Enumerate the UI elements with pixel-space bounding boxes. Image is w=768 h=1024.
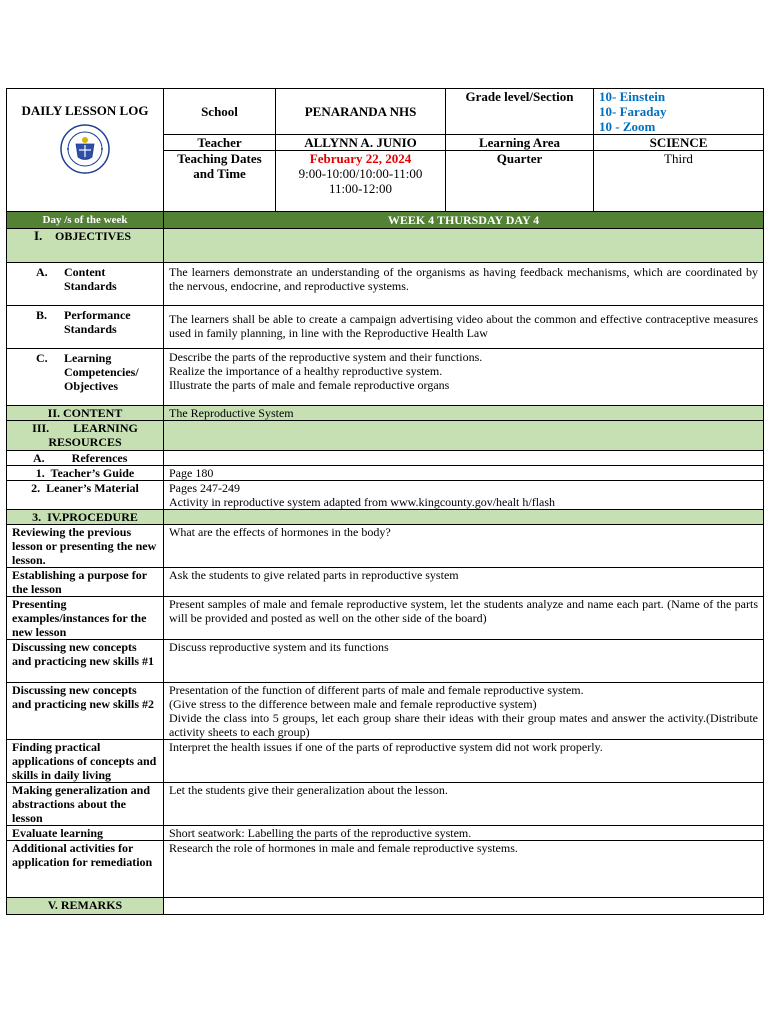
teacher-value: ALLYNN A. JUNIO	[276, 135, 446, 151]
procedure-step-label: Establishing a purpose for the lesson	[7, 568, 164, 597]
learning-resources-heading: III. LEARNING RESOURCES	[7, 421, 164, 451]
references-label: A. References	[7, 451, 164, 466]
week-value: WEEK 4 THURSDAY DAY 4	[164, 212, 764, 229]
procedure-line: (Give stress to the difference between male and female reproductive system)	[169, 697, 537, 711]
section-zoom: 10 - Zoom	[599, 119, 656, 134]
procedure-line: Presentation of the function of different parts of male and female reproductive system.	[169, 683, 584, 697]
procedure-step-text	[164, 783, 764, 826]
school-label: School	[164, 89, 276, 135]
school-value: PENARANDA NHS	[276, 89, 446, 135]
procedure-line: Interpret the health issues if one of the parts of reproductive system did not work properly.	[169, 740, 603, 754]
objectives-title: OBJECTIVES	[55, 229, 132, 243]
procedure-step-text	[164, 597, 764, 640]
learners-material-pages: Pages 247-249	[169, 481, 240, 495]
objectives-heading	[7, 229, 164, 263]
dates-label-line-2: and Time	[193, 166, 246, 181]
procedure-line: Present samples of male and female reproductive system, let the students analyze and name each part. (Name of the parts will be provided and posted as well on the other side of the board)	[169, 597, 758, 625]
procedure-step-text	[164, 683, 764, 740]
performance-standards-text: Performance Standards	[64, 308, 131, 336]
dates-label-line-1: Teaching Dates	[177, 151, 262, 166]
performance-standards-value: The learners shall be able to create a campaign advertising video about the common and effective contraceptive measures used in family planning, in line with the Reproductive Health Law	[164, 306, 764, 349]
learners-material-label: 2. Leaner’s Material	[7, 481, 164, 510]
quarter-value: Third	[594, 151, 764, 212]
procedure-step-text	[164, 525, 764, 568]
procedure-line: Short seatwork: Labelling the parts of the reproductive system.	[169, 826, 472, 840]
learners-material-activity: Activity in reproductive system adapted from www.kingcounty.gov/healt h/flash	[169, 495, 556, 509]
procedure-line: Divide the class into 5 groups, let each group share their ideas with their group mates and answer the activity.(Distribute activity sheets to each group)	[169, 711, 758, 739]
content-standards-text: Content Standards	[64, 265, 117, 293]
procedure-line: Research the role of hormones in male and female reproductive systems.	[169, 841, 518, 855]
teachers-guide-value: Page 180	[164, 466, 764, 481]
content-standards-value: The learners demonstrate an understanding of the organisms as having feedback mechanisms, which are coordinated by the nervous, endocrine, and reproductive systems.	[164, 263, 764, 306]
learning-resources-blank	[164, 421, 764, 451]
competency-line: Realize the importance of a healthy reproductive system.	[169, 364, 443, 378]
title-cell	[7, 89, 164, 212]
objectives-heading-blank	[164, 229, 764, 263]
procedure-step-label: Making generalization and abstractions about the lesson	[7, 783, 164, 826]
content-standards-number: A.	[36, 265, 48, 279]
procedure-heading: 3. IV.PROCEDURE	[7, 510, 164, 525]
content-label: II. CONTENT	[7, 406, 164, 421]
day-of-week-label: Day /s of the week	[7, 212, 164, 229]
competencies-label	[7, 349, 164, 406]
teacher-label: Teacher	[164, 135, 276, 151]
procedure-step-label: Finding practical applications of concepts and skills in daily living	[7, 740, 164, 783]
content-standards-label	[7, 263, 164, 306]
remarks-value	[164, 898, 764, 915]
teaching-time-1: 9:00-10:00/10:00-11:00	[298, 166, 423, 181]
dates-value	[276, 151, 446, 212]
procedure-line: Discuss reproductive system and its functions	[169, 640, 389, 654]
procedure-step-label: Evaluate learning	[7, 826, 164, 841]
performance-standards-number: B.	[36, 308, 48, 322]
performance-standards-label	[7, 306, 164, 349]
content-value: The Reproductive System	[164, 406, 764, 421]
section-faraday: 10- Faraday	[599, 104, 667, 119]
remarks-label: V. REMARKS	[7, 898, 164, 915]
sections-cell	[594, 89, 764, 135]
procedure-line: Let the students give their generalization about the lesson.	[169, 783, 448, 797]
dates-label	[164, 151, 276, 212]
section-einstein: 10- Einstein	[599, 89, 666, 104]
competencies-number: C.	[36, 351, 48, 365]
objectives-number: I.	[34, 228, 43, 243]
competency-line: Describe the parts of the reproductive system and their functions.	[169, 350, 483, 364]
competency-line: Illustrate the parts of male and female reproductive organs	[169, 378, 450, 392]
procedure-step-label: Reviewing the previous lesson or presenting the new lesson.	[7, 525, 164, 568]
competencies-value	[164, 349, 764, 406]
quarter-label: Quarter	[446, 151, 594, 212]
teachers-guide-label: 1. Teacher’s Guide	[7, 466, 164, 481]
procedure-step-text	[164, 740, 764, 783]
procedure-step-text	[164, 841, 764, 898]
area-value: SCIENCE	[594, 135, 764, 151]
procedure-step-label: Discussing new concepts and practicing new skills #1	[7, 640, 164, 683]
teaching-date: February 22, 2024	[309, 151, 412, 166]
grade-label: Grade level/Section	[446, 89, 594, 135]
deped-seal-icon	[60, 124, 110, 174]
area-label: Learning Area	[446, 135, 594, 151]
procedure-step-text	[164, 826, 764, 841]
procedure-line: Ask the students to give related parts in reproductive system	[169, 568, 459, 582]
teaching-time-2: 11:00-12:00	[328, 181, 393, 196]
procedure-line: What are the effects of hormones in the body?	[169, 525, 391, 539]
competencies-text: Learning Competencies/ Objectives	[64, 351, 139, 393]
page-title: DAILY LESSON LOG	[21, 103, 149, 118]
learners-material-value	[164, 481, 764, 510]
procedure-step-label: Additional activities for application for remediation	[7, 841, 164, 898]
procedure-step-label: Discussing new concepts and practicing new skills #2	[7, 683, 164, 740]
procedure-step-text	[164, 568, 764, 597]
references-blank	[164, 451, 764, 466]
procedure-heading-blank	[164, 510, 764, 525]
procedure-step-text	[164, 640, 764, 683]
procedure-step-label: Presenting examples/instances for the new lesson	[7, 597, 164, 640]
daily-lesson-log-table	[6, 88, 764, 915]
